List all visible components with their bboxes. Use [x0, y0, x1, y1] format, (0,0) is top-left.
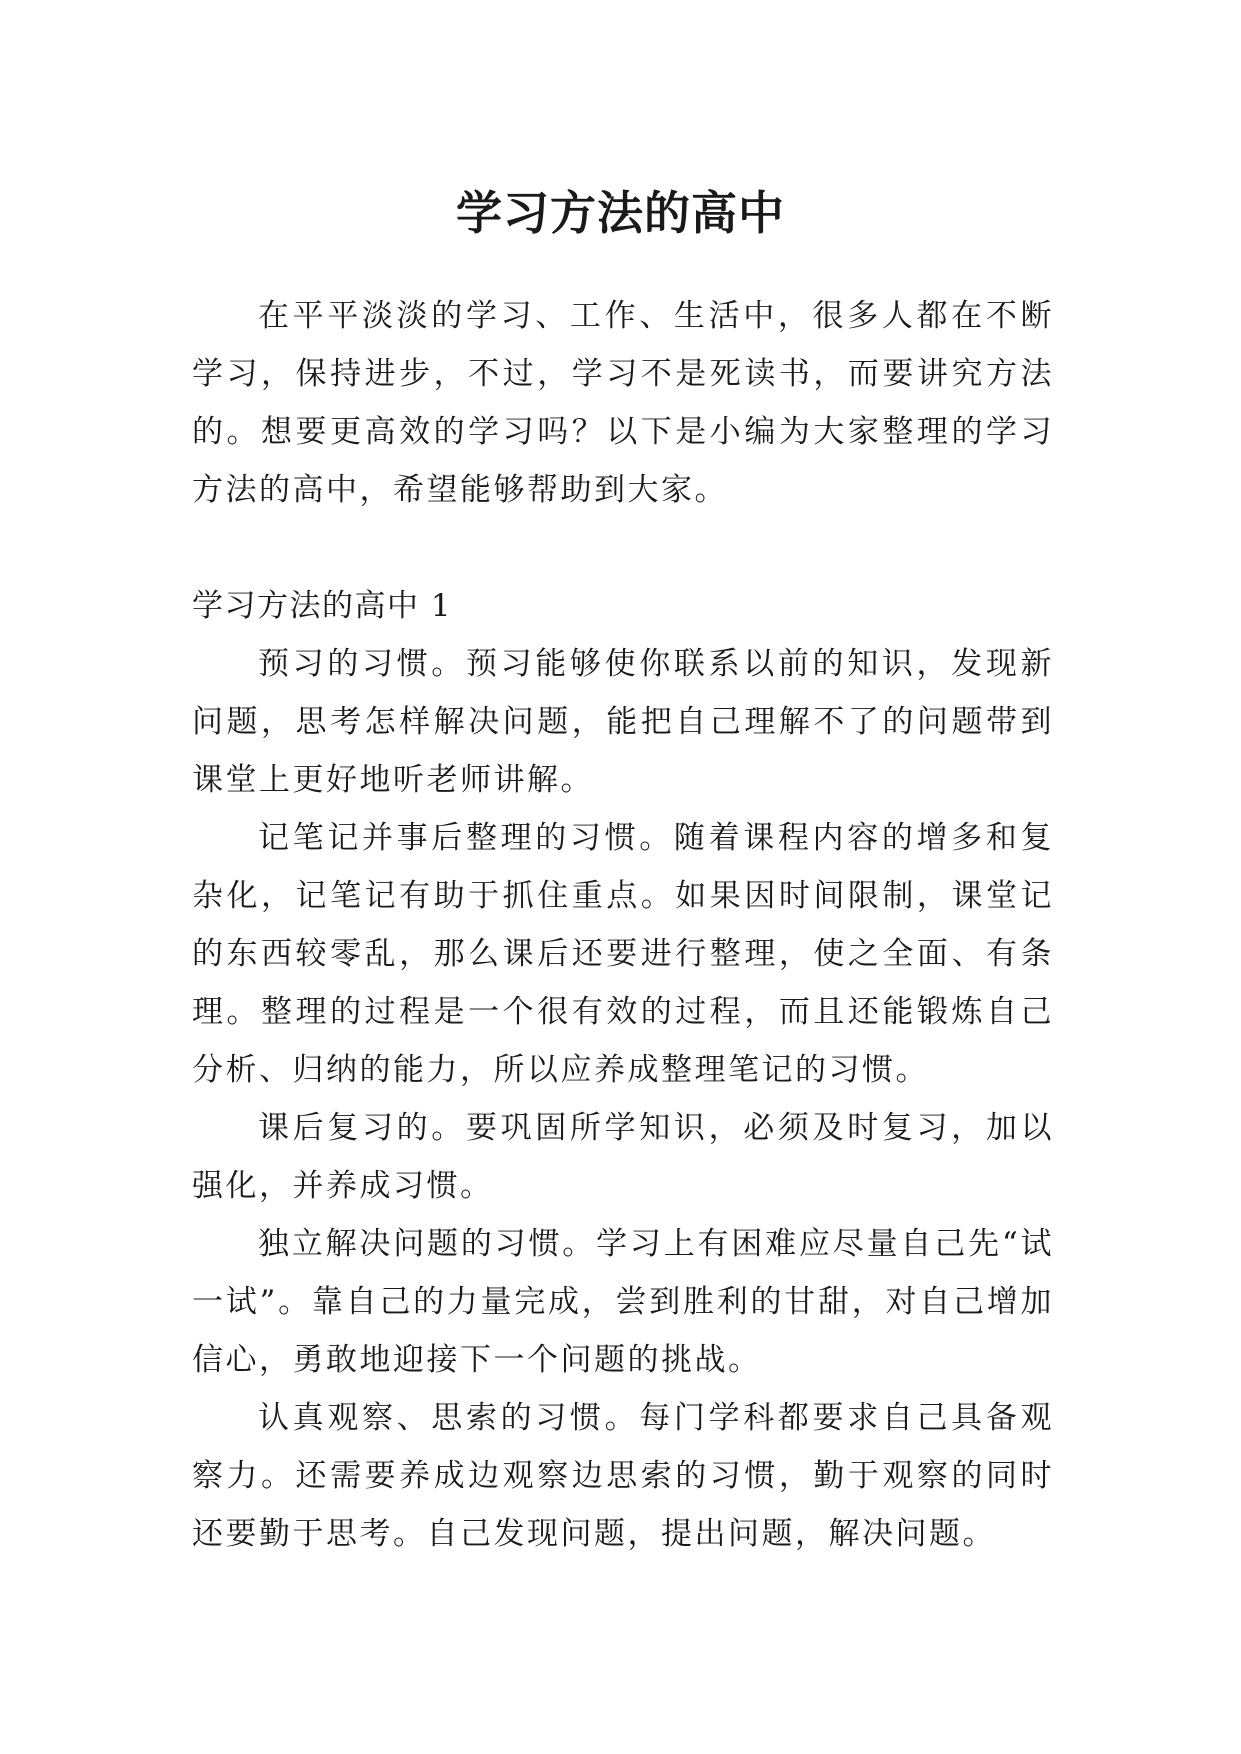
- paragraph-preview-habit: 预习的习惯。预习能够使你联系以前的知识，发现新问题，思考怎样解决问题，能把自己理解不了的问题带到课堂上更好地听老师讲解。: [192, 646, 1054, 798]
- paragraph-notes-habit: 记笔记并事后整理的习惯。随着课程内容的增多和复杂化，记笔记有助于抓住重点。如果因时间限制，课堂记的东西较零乱，那么课后还要进行整理，使之全面、有条理。整理的过程是一个很有效的过程，而且还能锻炼自己分析、归纳的能力，所以应养成整理笔记的习惯。: [192, 820, 1054, 1088]
- paragraph-review-habit: 课后复习的。要巩固所学知识，必须及时复习，加以强化，并养成习惯。: [192, 1110, 1054, 1204]
- paragraph-independent-habit: 独立解决问题的习惯。学习上有困难应尽量自己先“试一试”。靠自己的力量完成，尝到胜利的甘甜，对自己增加信心，勇敢地迎接下一个问题的挑战。: [192, 1226, 1054, 1378]
- intro-paragraph: 在平平淡淡的学习、工作、生活中，很多人都在不断学习，保持进步，不过，学习不是死读书，而要讲究方法的。想要更高效的学习吗？以下是小编为大家整理的学习方法的高中，希望能够帮助到大家。: [192, 298, 1054, 508]
- document-title: 学习方法的高中: [456, 185, 785, 240]
- section-heading: 学习方法的高中 1: [192, 588, 453, 624]
- document-body: [192, 287, 1054, 1563]
- paragraph-observation-habit: 认真观察、思索的习惯。每门学科都要求自己具备观察力。还需要养成边观察边思索的习惯，勤于观察的同时还要勤于思考。自己发现问题，提出问题，解决问题。: [192, 1400, 1054, 1552]
